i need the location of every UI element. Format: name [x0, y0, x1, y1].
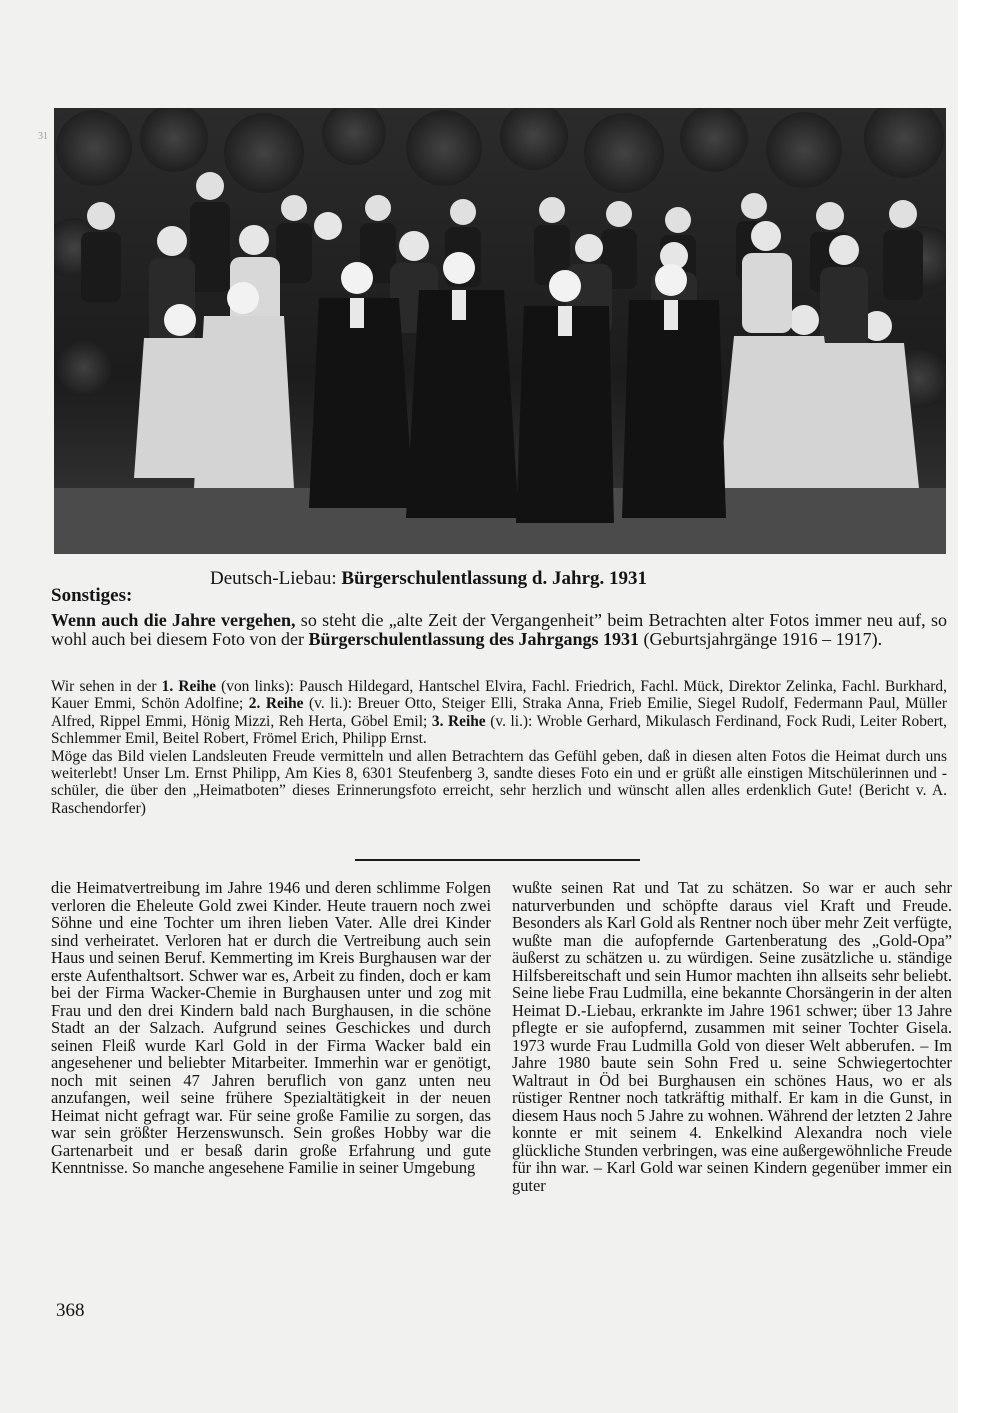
- intro-bold-title: Bürgerschulentlassung des Jahrgangs 1931: [308, 629, 640, 649]
- row-listing-paragraph: [51, 678, 947, 748]
- row-2-names: (v. li.): Breuer Otto, Steiger Elli, Straka Anna, Frieb Emilie, Siegel Rudolf, Federmann Paul, Müller Alfred, Rippel Emmi, Hönig Mizzi, Reh Herta, Göbel Emil;: [51, 695, 947, 730]
- row-1-names: (von links): Pausch Hildegard, Hantschel Elvira, Fachl. Friedrich, Fachl. Mück, Direktor Zelinka, Fachl. Burkhard, Kauer Emmi, Schön Adolfine;: [51, 678, 947, 713]
- section-label: Sonstiges:: [51, 585, 133, 606]
- row-1-label: 1. Reihe: [161, 678, 216, 695]
- page-marker: 31: [38, 131, 48, 142]
- right-column-text: wußte seinen Rat und Tat zu schätzen. So war er auch sehr naturverbunden und schöpfte daraus viel Kraft und Freude. Besonders als Karl Gold als Rentner noch über mehr Zeit verfügte, wußte man die aufopfernde Gartenberatung des „Gold-Opa” äußerst zu schätzen u. zu würdigen. Seine zusätzliche u. ständige Hilfsbereitschaft und sein Humor machten ihn allseits sehr beliebt. Seine liebe Frau Ludmilla, eine bekannte Chorsängerin in der alten Heimat D.-Liebau, erkrankte im Jahre 1961 schwer; über 13 Jahre pflegte er sie aufopfernd, zusammen mit seiner Tochter Gisela. 1973 wurde Frau Ludmilla Gold von dieser Welt abberufen. – Im Jahre 1980 baute sein Sohn Fred u. seine Schwiegertochter Waltraut in Öd bei Burghausen ein schönes Haus, wo er als rüstiger Rentner noch tatkräftig mithalf. Er kam in die Gunst, in diesem Haus noch 5 Jahre zu wohnen. Während der letzten 2 Jahre konnte er mit seinem 4. Enkelkind Alexandra noch viele glückliche Stunden verbringen, was eine außergewöhnliche Freude für ihn war. – Karl Gold war seinen Kindern gegenüber immer ein guter: [512, 878, 952, 1195]
- left-column-text: die Heimatvertreibung im Jahre 1946 und deren schlimme Folgen verloren die Eheleute Gold zwei Kinder. Heute trauern noch zwei Söhne und eine Tochter um ihren lieben Vater. Alle drei Kinder sind verheiratet. Verloren hat er durch die Vertreibung auch sein Haus und seinen Beruf. Kemmerting im Kreis Burghausen war der erste Aufenthaltsort. Schwer war es, Arbeit zu finden, doch er kam bei der Firma Wacker-Chemie in Burghausen unter und zog mit Frau und den drei Kindern bald nach Burghausen, in die schöne Stadt an der Salzach. Aufgrund seines Geschickes und durch seinen Fleiß wurde Karl Gold in der Firma Wacker bald ein angesehener und beliebter Mitarbeiter. Immerhin war er genötigt, noch mit seinen 47 Jahren beruflich von ganz unten neu anzufangen, weil seine frühere Spezialtätigkeit in der neuen Heimat nicht gefragt war. Für seine große Familie zu sorgen, das war sein größter Herzenswunsch. Sein großes Hobby war die Gartenarbeit und er besaß darin große Erfahrung und gute Kenntnisse. So manche angesehene Familie in seiner Umgebung: [51, 878, 491, 1177]
- row-3-label: 3. Reihe: [431, 712, 486, 730]
- right-column: [512, 879, 952, 1194]
- caption-title: Bürgerschulentlassung d. Jahrg. 1931: [341, 568, 647, 589]
- class-photo-graphic: [54, 108, 946, 554]
- row-2-label: 2. Reihe: [248, 695, 304, 713]
- intro-text-1: so steht die „alte Zeit der Vergangenheit” beim Betrachten alter Fotos immer neu auf, so wohl auch bei diesem Foto von der: [51, 610, 948, 649]
- intro-text-2: (Geburtsjahrgänge 1916 – 1917).: [639, 629, 883, 649]
- row-listing-intro: Wir sehen in der: [51, 678, 162, 695]
- intro-paragraph: [51, 611, 947, 649]
- section-divider: [355, 859, 640, 861]
- intro-lead: Wenn auch die Jahre vergehen,: [51, 610, 296, 630]
- caption-place: Deutsch-Liebau:: [210, 568, 342, 589]
- greeting-paragraph: Möge das Bild vielen Landsleuten Freude vermitteln und allen Betrachtern das Gefühl geben, daß in diesen alten Fotos die Heimat durch uns weiterlebt! Unser Lm. Ernst Philipp, Am Kies 8, 6301 Steufenberg 3, sandte dieses Foto ein und er grüßt alle einstigen Mitschülerinnen und -schüler, die über den „Heimatboten” dieses Erinnerungsfoto erreicht, sehr herzlich und wünscht allen alles erdenklich Gute! (Bericht v. A. Raschendorfer): [51, 747, 947, 817]
- body-text: [51, 678, 947, 817]
- page-number: 368: [56, 1300, 85, 1321]
- photo-caption: [210, 568, 647, 590]
- row-3-names: (v. li.): Wroble Gerhard, Mikulasch Ferdinand, Fock Rudi, Leiter Robert, Schlemmer Emil, Beitel Robert, Frömel Erich, Philipp Ernst.: [51, 712, 947, 748]
- left-column: [51, 879, 491, 1177]
- class-photo: [54, 108, 946, 554]
